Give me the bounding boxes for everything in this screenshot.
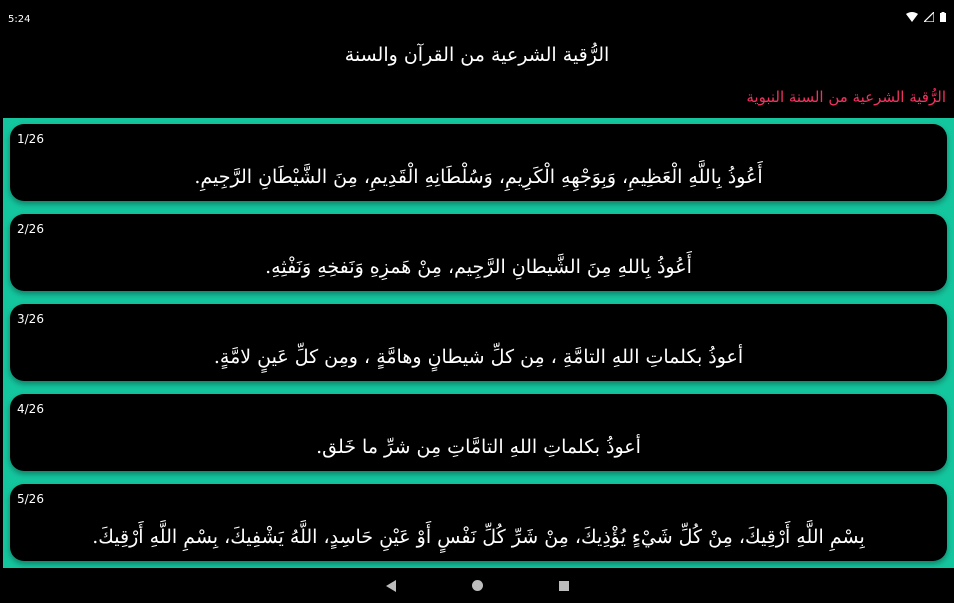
card-counter: 2/26 [17,222,44,236]
status-time: 5:24 [8,14,31,25]
app-title: الرُّقية الشرعية من القرآن والسنة [344,44,610,66]
card-counter: 3/26 [17,312,44,326]
ruqyah-card[interactable] [10,304,947,381]
card-counter: 4/26 [17,402,44,416]
status-bar [0,9,954,31]
card-text: بِسْمِ اللَّهِ أَرْقِيكَ، مِنْ كُلِّ شَيْءٍ يُؤْذِيكَ، مِنْ شَرِّ كُلِّ نَفْسٍ أَوْ عَيْنِ حَاسِدٍ، اللَّهُ يَشْفِيكَ، بِسْمِ اللَّهِ أَرْقِيكَ. [92,526,865,548]
ruqyah-card[interactable] [10,124,947,201]
back-icon[interactable] [386,580,396,592]
ruqyah-card[interactable] [10,484,947,561]
status-icons [906,12,946,25]
app-bar [0,31,954,79]
cell-signal-icon [924,12,934,25]
card-counter: 5/26 [17,492,44,506]
home-icon[interactable] [472,580,483,591]
card-text: أَعُوذُ بِاللهِ مِنَ الشَّيطانِ الرَّجِيم، مِنْ هَمزِهِ وَنَفخِهِ وَنَفْثِهِ. [265,256,692,278]
card-text: أعوذُ بكلماتِ اللهِ التامَّاتِ مِن شرِّ ما خَلق. [316,436,641,458]
section-title: الرُّقية الشرعية من السنة النبوية [746,88,946,106]
ruqyah-list[interactable] [3,118,954,568]
recents-icon[interactable] [559,581,569,591]
navigation-bar [0,568,954,603]
ruqyah-card[interactable] [10,394,947,471]
card-text: أَعُوذُ بِاللَّهِ الْعَظِيمِ، وَبِوَجْهِهِ الْكَرِيمِ، وَسُلْطَانِهِ الْقَدِيمِ، مِنَ الشَّيْطَانِ الرَّجِيمِ. [194,166,763,188]
card-text: أعوذُ بكلماتِ اللهِ التامَّةِ ، مِن كلِّ شيطانٍ وهامَّةٍ ، ومِن كلِّ عَينٍ لامَّةٍ. [213,346,744,368]
ruqyah-card[interactable] [10,214,947,291]
battery-icon [940,12,946,25]
wifi-icon [906,12,918,25]
card-counter: 1/26 [17,132,44,146]
